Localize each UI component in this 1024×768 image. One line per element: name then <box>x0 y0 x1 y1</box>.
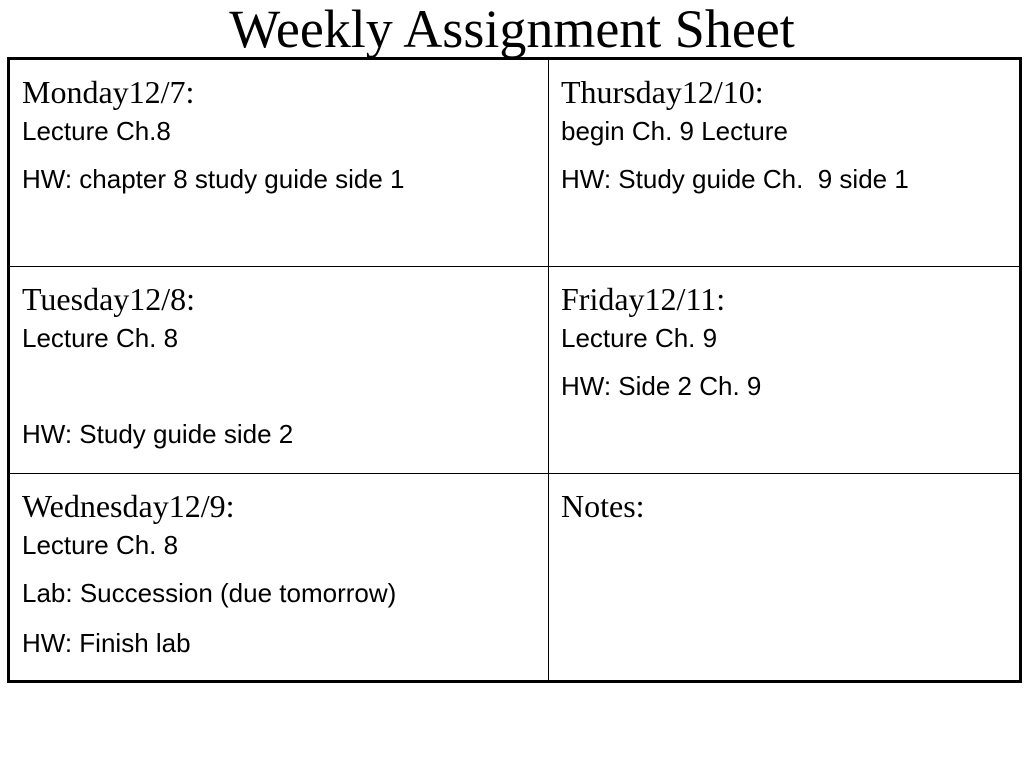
assignment-line: Lecture Ch. 9 <box>561 323 718 353</box>
cell-notes <box>549 474 1021 682</box>
page-title: Weekly Assignment Sheet <box>229 0 795 59</box>
assignment-line: HW: Study guide Ch. 9 side 1 <box>561 164 909 194</box>
cell-tuesday <box>9 267 549 474</box>
day-heading-thursday: Thursday12/10: <box>561 74 764 110</box>
assignment-line: Lecture Ch. 8 <box>22 530 179 560</box>
assignment-line: begin Ch. 9 Lecture <box>561 116 788 146</box>
day-heading-wednesday: Wednesday12/9: <box>22 488 235 524</box>
assignment-line: Lecture Ch. 8 <box>22 323 179 353</box>
day-heading-tuesday: Tuesday12/8: <box>22 281 196 317</box>
cell-wednesday <box>9 474 549 682</box>
assignment-table <box>7 57 1022 683</box>
assignment-line: HW: Finish lab <box>22 628 191 658</box>
table-row <box>9 267 1021 474</box>
cell-thursday <box>549 59 1021 267</box>
cell-friday <box>549 267 1021 474</box>
assignment-line: Lab: Succession (due tomorrow) <box>22 578 397 608</box>
day-heading-monday: Monday12/7: <box>22 74 195 110</box>
assignment-line: HW: chapter 8 study guide side 1 <box>22 164 405 194</box>
assignment-line: Lecture Ch.8 <box>22 116 171 146</box>
day-heading-friday: Friday12/11: <box>561 281 726 317</box>
cell-monday <box>9 59 549 267</box>
table-row <box>9 59 1021 267</box>
table-row <box>9 474 1021 682</box>
assignment-line: HW: Study guide side 2 <box>22 419 294 449</box>
notes-heading: Notes: <box>561 488 645 524</box>
blank-line <box>22 367 548 415</box>
assignment-line: HW: Side 2 Ch. 9 <box>561 371 762 401</box>
